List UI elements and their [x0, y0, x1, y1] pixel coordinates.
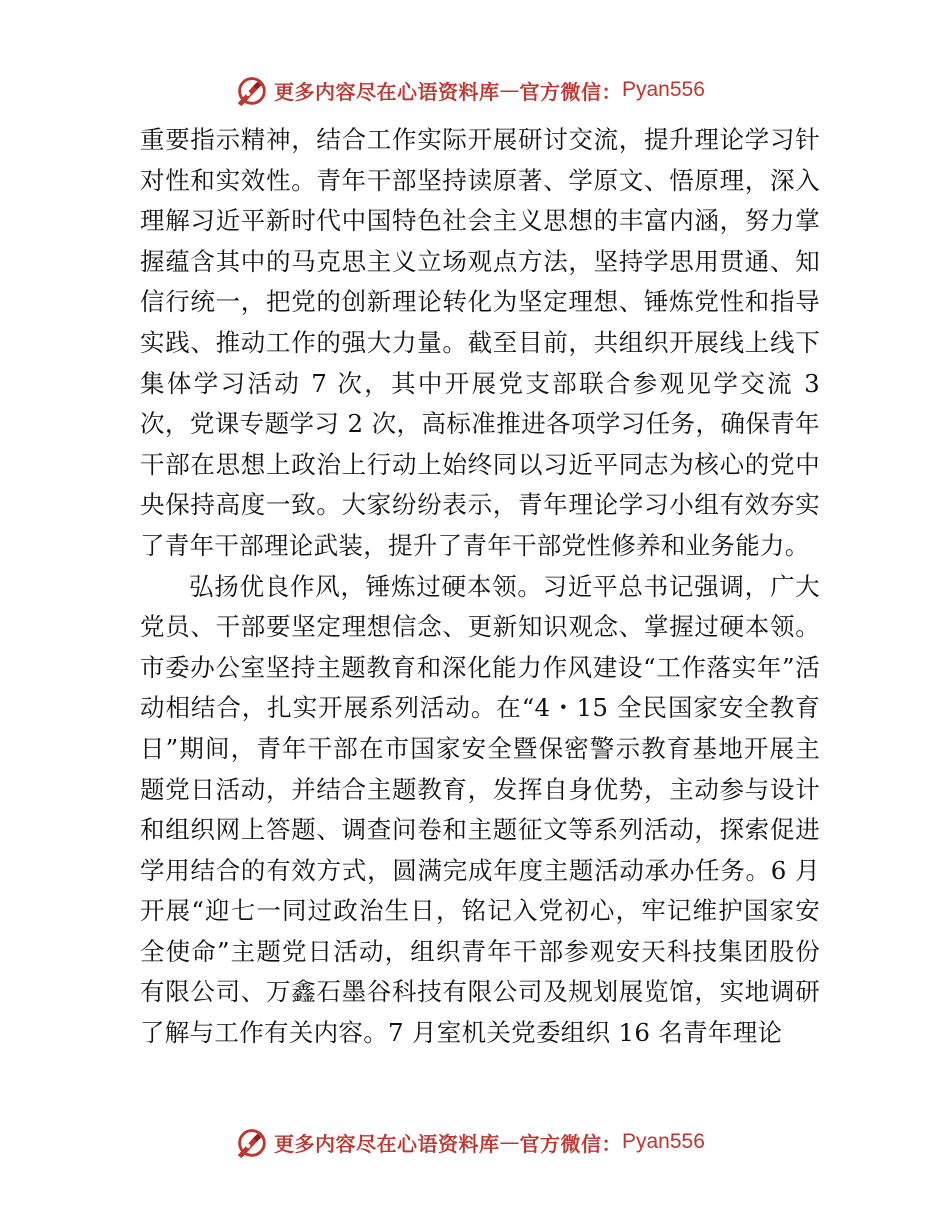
- banner-separator: —: [499, 78, 520, 102]
- banner-wechat-label: 官方微信：: [519, 79, 622, 104]
- header-banner: [232, 70, 705, 110]
- banner-text: 更多内容尽在心语资料库: [274, 1131, 500, 1156]
- banner-wechat-id: Pyan556: [622, 78, 705, 101]
- paragraph-work-style: 弘扬优良作风，锤炼过硬本领。习近平总书记强调，广大党员、干部要坚定理想信念、更新知识观念、掌握过硬本领。市委办公室坚持主题教育和深化能力作风建设“工作落实年”活动相结合，扎实开展系列活动。在“4・15 全民国家安全教育日”期间，青年干部在市国家安全暨保密警示教育基地开展主题党日活动，并结合主题教育，发挥自身优势，主动参与设计和组织网上答题、调查问卷和主题征文等系列活动，探索促进学用结合的有效方式，圆满完成年度主题活动承办任务。6 月开展“迎七一同过政治生日，铭记入党初心，牢记维护国家安全使命”主题党日活动，组织青年干部参观安天科技集团股份有限公司、万鑫石墨谷科技有限公司及规划展览馆，实地调研了解与工作有关内容。7 月室机关党委组织 16 名青年理论: [140, 571, 820, 1048]
- footer-banner: [232, 1122, 705, 1162]
- pen-circle-logo-icon: [232, 1123, 270, 1161]
- banner-separator: —: [499, 1130, 520, 1154]
- banner-text: 更多内容尽在心语资料库: [274, 79, 500, 104]
- paragraph-continued: 重要指示精神，结合工作实际开展研讨交流，提升理论学习针对性和实效性。青年干部坚持读原著、学原文、悟原理，深入理解习近平新时代中国特色社会主义思想的丰富内涵，努力掌握蕴含其中的马克思主义立场观点方法，坚持学思用贯通、知信行统一，把党的创新理论转化为坚定理想、锤炼党性和指导实践、推动工作的强大力量。截至目前，共组织开展线上线下集体学习活动 7 次，其中开展党支部联合参观见学交流 3 次，党课专题学习 2 次，高标准推进各项学习任务，确保青年干部在思想上政治上行动上始终同以习近平同志为核心的党中央保持高度一致。大家纷纷表示，青年理论学习小组有效夯实了青年干部理论武装，提升了青年干部党性修养和业务能力。: [140, 125, 820, 560]
- banner-wechat-label: 官方微信：: [519, 1131, 622, 1156]
- document-body: [140, 120, 820, 1054]
- pen-circle-logo-icon: [232, 71, 270, 109]
- banner-wechat-id: Pyan556: [622, 1130, 705, 1153]
